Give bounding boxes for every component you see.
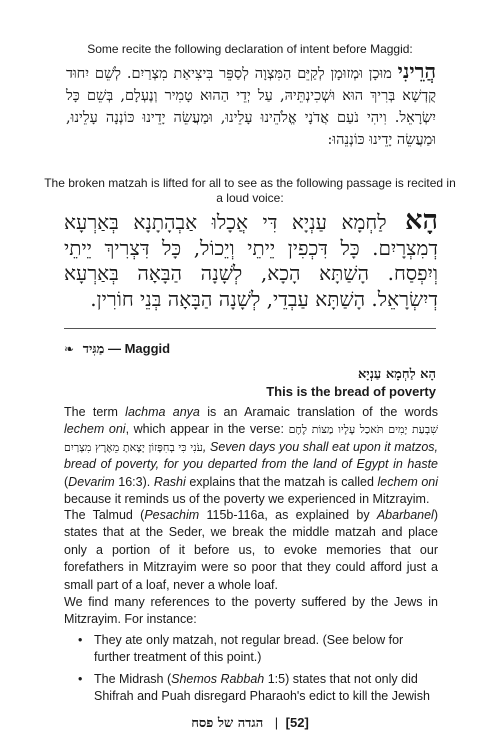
poverty-examples-list: [64, 632, 438, 710]
ha-text: לַחְמָא עַנְיָא דִּי אֲכָלוּ אַבְהָתָנָא בְּאַרְעָא דְמִצְרָיִם. כָּל דִּכְפִין יֵיתֵי וְיֵכוֹל, כָּל דִּצְרִיךְ יֵיתֵי וְיִפְסַח. הָשַׁתָּא הָכָא, לְשָׁנָה הַבָּאָה בְּאַרְעָא דְיִשְׂרָאֵל. הָשַׁתָּא עַבְדֵי, לְשָׁנָה הַבָּאָה בְּנֵי חוֹרִין.: [64, 210, 438, 311]
verse-hebrew: שִׁבְעַת יָמִים תֹּאכַל עָלָיו מַצּוֹת לֶחֶם עֹנִי כִּי בְחִפָּזוֹן יָצָאתָ מֵאֶרֶץ מִצְרַיִם: [64, 423, 438, 454]
reference-devarim: Devarim: [68, 474, 115, 489]
footer-separator: |: [274, 715, 279, 730]
declaration-of-intent: [66, 60, 436, 151]
reference-pesachim: Pesachim: [144, 508, 200, 522]
footer-title: הגדה של פסח: [191, 716, 264, 731]
flourish-icon: ❧: [64, 342, 75, 356]
intent-text: מוּכָן וּמְזוּמָן לְקַיֵּם הַמִּצְוָה לְסַפֵּר בִּיצִיאַת מִצְרַיִם. לְשֵׁם יִחוּד קֻדְשָׁא בְּרִיךְ הוּא וּשְׁכִינְתֵּיהּ, עַל יְדֵי הַהוּא טָמִיר וְנֶעְלָם, בְּשֵׁם כָּל יִשְׂרָאֵל. וִיהִי נֹעַם אֲדֹנָי אֱלֹהֵינוּ עָלֵינוּ, וּמַעֲשֵׂה יָדֵינוּ כּוֹנְנָה עָלֵינוּ, וּמַעֲשֵׂה יָדֵינוּ כּוֹנְנֵהוּ:: [66, 66, 436, 148]
lifted-instruction: The broken matzah is lifted for all to see as the following passage is recited in a loud voice:: [44, 176, 456, 205]
reference-shemos-rabbah: Shemos Rabbah: [171, 671, 265, 686]
term-lechem-oni: lechem oni: [64, 422, 126, 437]
commentary-paragraph-1: [64, 404, 438, 508]
ha-opening-word: הָא: [405, 205, 438, 236]
section-heading-english: — Maggid: [107, 341, 171, 356]
text-run: is an Aramaic translation of the words: [199, 405, 438, 419]
bullet-icon: •: [78, 633, 83, 647]
list-item: [64, 632, 438, 667]
section-divider: [64, 328, 436, 329]
reference-rashi: Rashi: [153, 474, 186, 489]
entry-title-english: This is the bread of poverty: [266, 384, 436, 399]
text-run: (: [64, 474, 69, 489]
text-run: 16:3).: [114, 474, 154, 489]
text-run: 115b-116a, as explained by: [199, 508, 377, 522]
text-run: 1:5) states that not only did Shifrah and Puah disregard Pharaoh's edict to kill the Jewish: [94, 671, 430, 704]
commentary-paragraph-2: [64, 507, 438, 594]
text-run: explains that the matzah is called: [185, 474, 378, 489]
term-lachma-anya: lachma anya: [125, 405, 200, 419]
intent-opening-word: הֲרֵינִי: [397, 59, 436, 83]
section-heading-hebrew: מַגִּיד: [82, 342, 105, 357]
commentary-paragraph-3: We find many references to the poverty suffered by the Jews in Mitzrayim. For instance:: [64, 595, 438, 627]
text-run: They ate only matzah, not regular bread. (See below for further treatment of this point.): [94, 633, 404, 665]
entry-title-hebrew: הָא לַחְמָא עַנְיָא: [357, 367, 436, 382]
text-run: ) states that at the Seder, we break the middle matzah and place only a portion of it before us, to evoke memories that our forefathers in Mitzrayim were so poor that they could afford just a small part of a loaf, never a whole loaf.: [64, 508, 439, 592]
text-run: The term: [64, 405, 126, 419]
verse-english: , Seven days you shall eat upon it matzos, bread of poverty, for you departed from the land of Egypt in haste: [64, 439, 438, 472]
intro-instruction: Some recite the following declaration of intent before Maggid:: [87, 42, 413, 56]
text-run: because it reminds us of the poverty we experienced in Mitzrayim.: [64, 492, 430, 507]
text-run: , which appear in the verse:: [125, 422, 289, 437]
page-number: [52]: [285, 715, 309, 730]
term-lechem-oni: lechem oni: [377, 474, 439, 489]
bullet-icon: •: [78, 671, 83, 686]
page-footer: [0, 715, 500, 735]
text-run: The Midrash (: [94, 671, 172, 686]
section-heading: [64, 341, 444, 357]
reference-abarbanel: Abarbanel: [376, 508, 434, 522]
list-item: [64, 671, 438, 706]
text-run: The Talmud (: [64, 508, 145, 522]
ha-lachma-anya-passage: [64, 205, 438, 312]
